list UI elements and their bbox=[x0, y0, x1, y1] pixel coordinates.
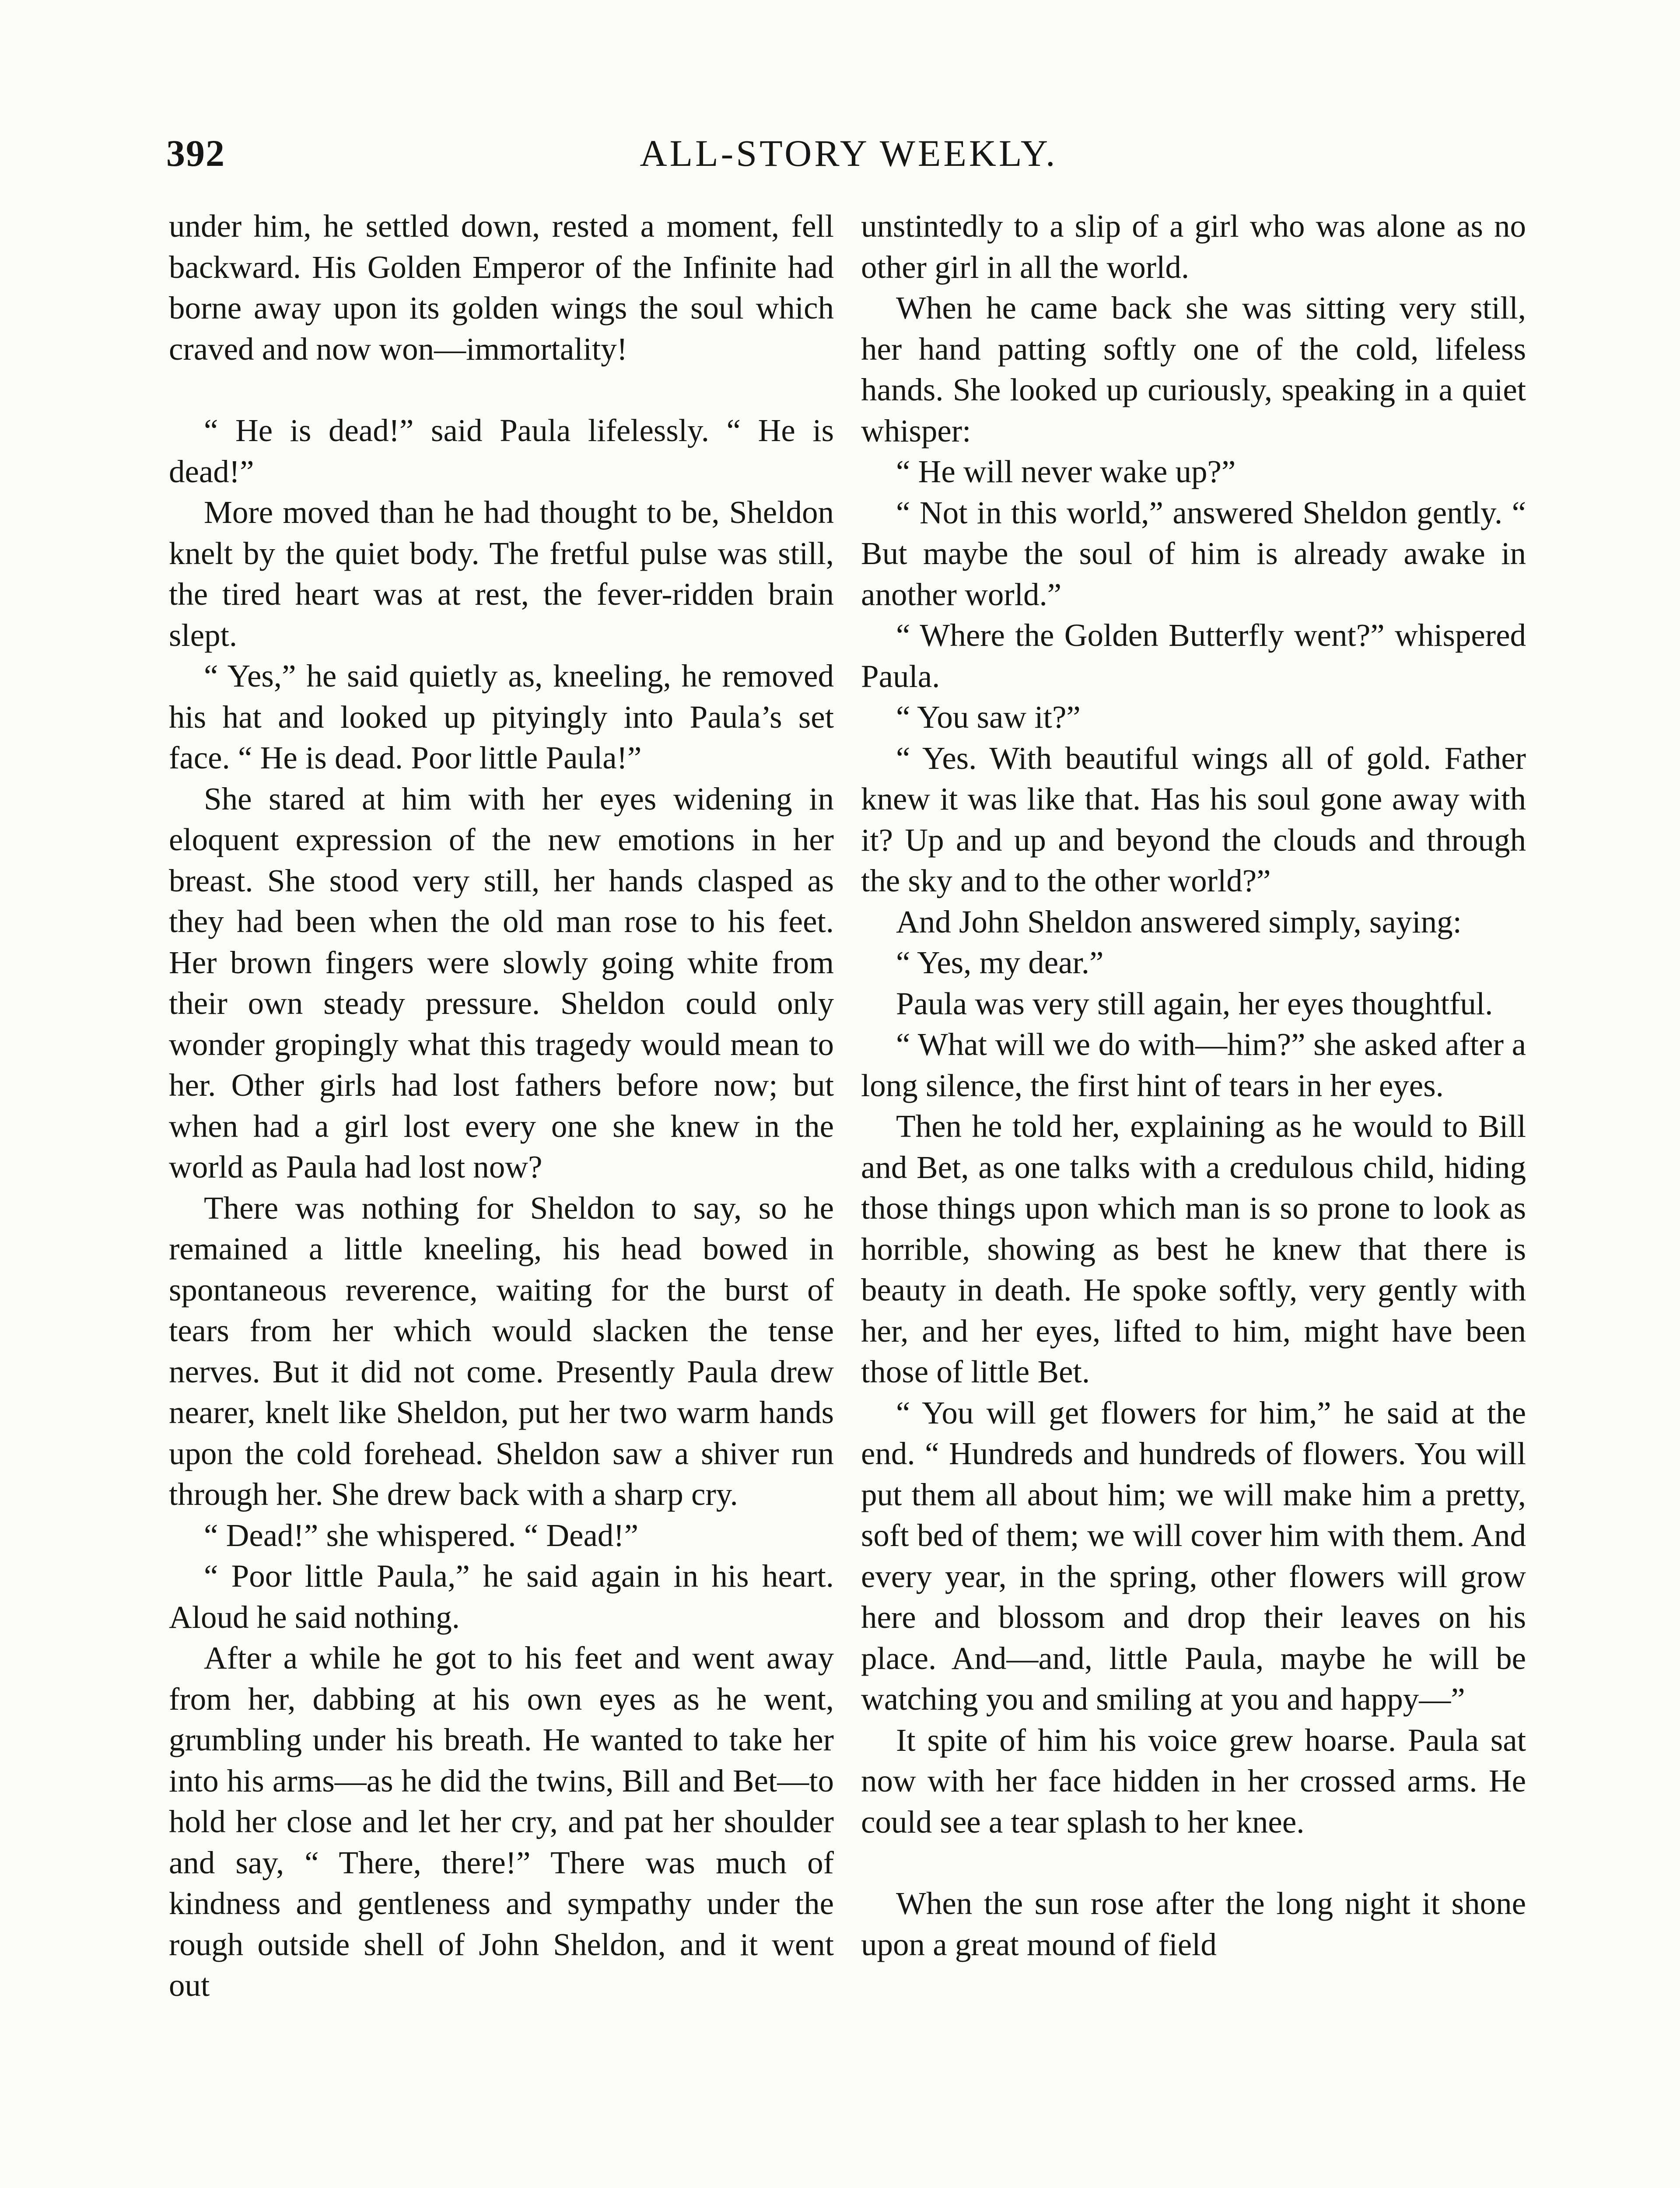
paragraph: She stared at him with her eyes widening in eloquent expression of the new emotions in her breast. She stood very still, her hands clasped as they had been when the old man rose to his feet. Her brown fingers were slowly going white from their own steady pressure. Sheldon could only wonder gropingly what this tragedy would mean to her. Other girls had lost fathers before now; but when had a girl lost every one she knew in the world as Paula had lost now? bbox=[169, 781, 834, 1185]
paragraph: After a while he got to his feet and went away from her, dabbing at his own eyes as he went, grumbling under his breath. He wanted to take her into his arms—as he did the twins, Bill and Bet—to hold her close and let her cry, and pat her shoulder and say, “ There, there!” There was much of kindness and gentleness and sympathy under the rough outside shell of John Sheldon, and it went out bbox=[169, 1640, 834, 2003]
paragraph: When he came back she was sitting very still, her hand patting softly one of the cold, lifeless hands. She looked up curiously, speaking in a quiet whisper: bbox=[861, 290, 1526, 449]
paragraph: “ Dead!” she whispered. “ Dead!” bbox=[204, 1517, 639, 1553]
paragraph: unstintedly to a slip of a girl who was alone as no other girl in all the world. bbox=[861, 208, 1526, 285]
paragraph: “ Yes,” he said quietly as, kneeling, he removed his hat and looked up pityingly into Paula’s set face. “ He is dead. Poor little Paula!” bbox=[169, 658, 834, 775]
left-column bbox=[169, 206, 834, 2006]
paragraph: Then he told her, explaining as he would to Bill and Bet, as one talks with a credulous child, hiding those things upon which man is so prone to look as horrible, showing as best he knew that there is beauty in death. He spoke softly, very gently with her, and her eyes, lifted to him, might have been those of little Bet. bbox=[861, 1108, 1526, 1389]
paragraph: And John Sheldon answered simply, saying: bbox=[896, 904, 1462, 940]
paragraph: under him, he settled down, rested a moment, fell backward. His Golden Emperor of the Infinite had borne away upon its golden wings the soul which craved and now won—immortality! bbox=[169, 208, 834, 367]
paragraph: “ Poor little Paula,” he said again in his heart. Aloud he said nothing. bbox=[169, 1558, 834, 1635]
paragraph: “ Yes, my dear.” bbox=[896, 945, 1104, 980]
page-number: 392 bbox=[166, 132, 225, 174]
paragraph: It spite of him his voice grew hoarse. Paula sat now with her face hidden in her crossed arms. He could see a tear splash to her knee. bbox=[861, 1722, 1526, 1840]
right-column bbox=[861, 206, 1526, 1965]
paragraph: “ You will get flowers for him,” he said at the end. “ Hundreds and hundreds of flowers. You will put them all about him; we will make him a pretty, soft bed of them; we will cover him with them. And every year, in the spring, other flowers will grow here and blossom and drop their leaves on his place. And—and, little Paula, maybe he will be watching you and smiling at you and happy—” bbox=[861, 1395, 1526, 1717]
paragraph: “ He will never wake up?” bbox=[896, 454, 1236, 489]
paragraph: When the sun rose after the long night it shone upon a great mound of field bbox=[861, 1886, 1526, 1962]
paragraph: “ He is dead!” said Paula lifelessly. “ He is dead!” bbox=[169, 413, 834, 489]
paragraph: “ Where the Golden Butterfly went?” whispered Paula. bbox=[861, 617, 1526, 694]
paragraph: “ What will we do with—him?” she asked after a long silence, the first hint of tears in her eyes. bbox=[861, 1027, 1526, 1103]
paragraph: More moved than he had thought to be, Sheldon knelt by the quiet body. The fretful pulse was still, the tired heart was at rest, the fever-ridden brain slept. bbox=[169, 494, 834, 653]
paragraph: There was nothing for Sheldon to say, so he remained a little kneeling, his head bowed in spontaneous reverence, waiting for the burst of tears from her which would slacken the tense nerves. But it did not come. Presently Paula drew nearer, knelt like Sheldon, put her two warm hands upon the cold forehead. Sheldon saw a shiver run through her. She drew back with a sharp cry. bbox=[169, 1190, 834, 1512]
paragraph: “ You saw it?” bbox=[896, 699, 1081, 735]
paragraph: “ Yes. With beautiful wings all of gold. Father knew it was like that. Has his soul gone away with it? Up and up and beyond the clouds and through the sky and to the other world?” bbox=[861, 740, 1526, 898]
running-head: ALL-STORY WEEKLY. bbox=[640, 132, 1058, 174]
paragraph: Paula was very still again, her eyes thoughtful. bbox=[896, 985, 1493, 1021]
page-header bbox=[166, 131, 1531, 179]
paragraph: “ Not in this world,” answered Sheldon gently. “ But maybe the soul of him is already awake in another world.” bbox=[861, 494, 1526, 612]
